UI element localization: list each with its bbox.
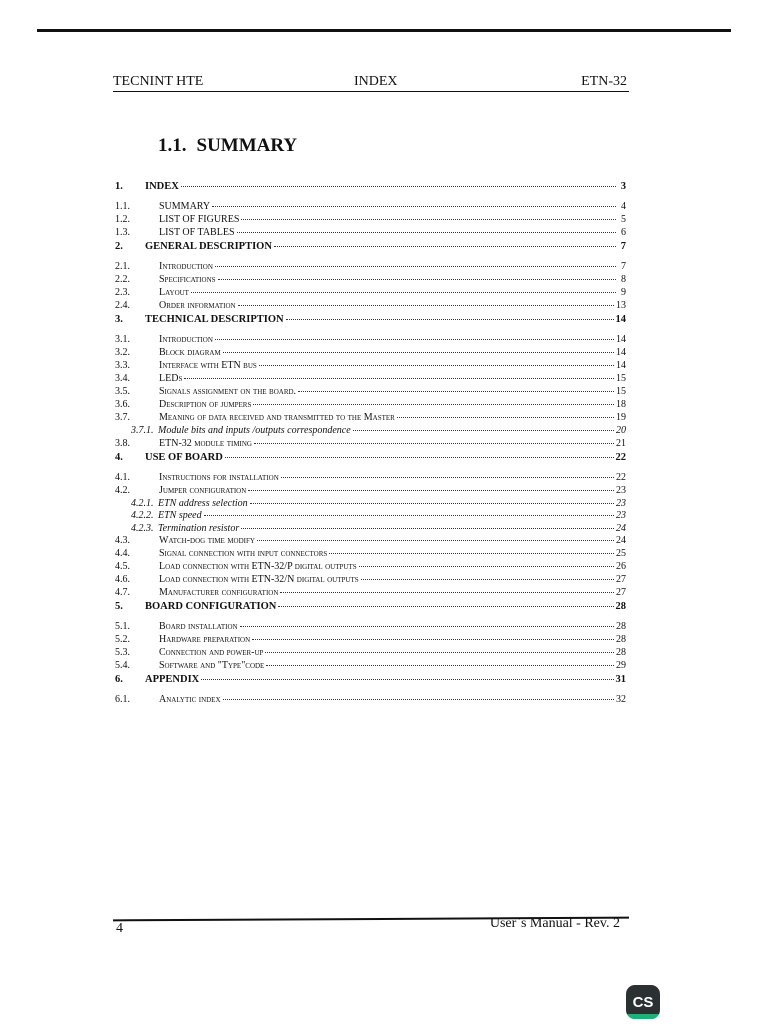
top-rule	[37, 29, 731, 32]
title-number: 1.1.	[158, 135, 187, 156]
toc-entry[interactable]	[115, 485, 626, 498]
toc-entry-title: BOARD CONFIGURATION	[145, 601, 277, 612]
toc-entry-title: Termination resistor	[158, 522, 240, 534]
toc-entry-number: 4.4.	[115, 548, 130, 559]
toc-entry[interactable]	[115, 314, 626, 334]
toc-entry-page: 7	[621, 261, 626, 272]
toc-leader-dots	[223, 352, 614, 353]
toc-entry-number: 3.8.	[115, 437, 130, 449]
toc-leader-dots	[286, 319, 614, 320]
toc-entry-page: 27	[616, 574, 626, 585]
toc-leader-dots	[278, 606, 613, 607]
toc-leader-dots	[253, 404, 614, 405]
page-title	[158, 135, 297, 157]
toc-entry-title: LIST OF FIGURES	[159, 214, 240, 225]
toc-leader-dots	[212, 206, 616, 207]
toc-entry-page: 24	[616, 535, 626, 546]
toc-leader-dots	[241, 219, 616, 220]
toc-entry-number: 2.2.	[115, 274, 130, 285]
toc-entry-title: Manufacturer configuration	[159, 587, 279, 598]
toc-leader-dots	[215, 339, 614, 340]
toc-entry-number: 4.2.3.	[131, 522, 154, 534]
toc-entry[interactable]	[115, 452, 626, 472]
toc-entry-number: 5.2.	[115, 634, 130, 645]
toc-entry-page: 21	[616, 437, 626, 449]
toc-entry-title: Watch-dog time modify	[159, 535, 255, 546]
toc-entry-number: 6.	[115, 674, 123, 685]
toc-entry-page: 23	[616, 497, 626, 509]
toc-entry-number: 1.2.	[115, 214, 130, 225]
page-header	[113, 74, 629, 92]
toc-entry-page: 7	[620, 241, 626, 252]
toc-leader-dots	[241, 528, 614, 529]
toc-entry[interactable]	[115, 548, 626, 561]
toc-entry-page: 13	[616, 300, 626, 311]
toc-leader-dots	[280, 592, 614, 593]
toc-leader-dots	[237, 232, 616, 233]
toc-entry-number: 3.6.	[115, 399, 130, 410]
toc-entry-number: 3.5.	[115, 386, 130, 397]
footer-page-number: 4	[116, 921, 123, 936]
toc-entry-page: 28	[615, 601, 626, 612]
toc-entry[interactable]	[115, 647, 626, 660]
toc-entry-number: 3.4.	[115, 373, 130, 384]
toc-leader-dots	[250, 503, 614, 504]
toc-entry[interactable]	[115, 227, 626, 240]
toc-entry-page: 20	[616, 425, 626, 436]
toc-entry[interactable]	[115, 510, 626, 523]
toc-entry[interactable]	[115, 472, 626, 485]
toc-leader-dots	[353, 430, 614, 431]
table-of-contents	[115, 180, 626, 707]
toc-entry[interactable]	[115, 498, 626, 511]
toc-entry-page: 15	[616, 373, 626, 384]
toc-entry-page: 18	[616, 399, 626, 410]
toc-entry-page: 26	[616, 561, 626, 572]
toc-leader-dots	[218, 279, 616, 280]
toc-entry-number: 4.2.1.	[131, 497, 154, 509]
toc-entry-page: 28	[616, 634, 626, 645]
toc-entry-title: LIST OF TABLES	[159, 227, 235, 238]
toc-entry-page: 25	[616, 548, 626, 559]
toc-entry[interactable]	[115, 360, 626, 373]
toc-entry[interactable]	[115, 621, 626, 634]
toc-entry[interactable]	[115, 334, 626, 347]
toc-entry-number: 4.6.	[115, 574, 130, 585]
toc-leader-dots	[240, 626, 614, 627]
toc-leader-dots	[181, 186, 616, 187]
toc-entry-title: Load connection with ETN-32/N digital outputs	[159, 574, 359, 585]
toc-entry[interactable]	[115, 261, 626, 274]
toc-entry-page: 23	[616, 510, 626, 521]
toc-entry[interactable]	[115, 274, 626, 287]
toc-entry[interactable]	[115, 425, 626, 438]
toc-entry[interactable]	[115, 438, 626, 451]
toc-entry[interactable]	[115, 300, 626, 313]
toc-leader-dots	[204, 515, 614, 516]
toc-entry-page: 31	[615, 674, 626, 685]
toc-entry-title: Board installation	[159, 621, 238, 632]
toc-entry-title: ETN address selection	[158, 497, 248, 509]
toc-entry-title: Analytic index	[159, 694, 221, 705]
toc-entry-title: ETN-32 module timing	[159, 437, 252, 449]
toc-entry-page: 32	[616, 694, 626, 705]
toc-entry-title: Module bits and inputs /outputs correspondence	[158, 425, 351, 436]
toc-entry[interactable]	[115, 214, 626, 227]
toc-leader-dots	[265, 652, 614, 653]
header-company: TECNINT HTE	[113, 74, 204, 89]
toc-leader-dots	[274, 246, 616, 247]
toc-entry-title: Specifications	[159, 274, 216, 285]
toc-entry-title: Block diagram	[159, 347, 221, 358]
toc-entry-page: 22	[616, 471, 626, 483]
toc-entry[interactable]	[115, 287, 626, 300]
camscanner-logo-icon: CS	[626, 985, 660, 1019]
toc-leader-dots	[225, 457, 614, 458]
toc-entry[interactable]	[115, 634, 626, 647]
toc-entry-number: 3.	[115, 314, 123, 325]
toc-entry-title: TECHNICAL DESCRIPTION	[145, 314, 284, 325]
header-section: INDEX	[354, 74, 398, 89]
toc-entry-number: 2.1.	[115, 261, 130, 272]
toc-entry-number: 4.5.	[115, 561, 130, 572]
toc-leader-dots	[266, 665, 614, 666]
title-text: SUMMARY	[196, 135, 298, 156]
toc-entry-title: GENERAL DESCRIPTION	[145, 241, 272, 252]
toc-entry-title: Load connection with ETN-32/P digital outputs	[159, 561, 357, 572]
toc-entry-number: 5.1.	[115, 621, 130, 632]
toc-entry-title: Jumper configuration	[159, 484, 247, 496]
toc-entry-page: 28	[616, 621, 626, 632]
toc-entry[interactable]	[115, 373, 626, 386]
toc-entry-page: 8	[621, 274, 626, 285]
toc-entry-page: 27	[616, 587, 626, 598]
toc-entry-number: 5.	[115, 601, 123, 612]
toc-entry-title: Hardware preparation	[159, 634, 251, 645]
toc-entry[interactable]	[115, 561, 626, 574]
toc-entry-page: 14	[616, 347, 626, 358]
toc-entry-title: Signal connection with input connectors	[159, 548, 328, 559]
toc-entry-title: Layout	[159, 287, 189, 298]
toc-entry-number: 2.4.	[115, 300, 130, 311]
toc-leader-dots	[191, 292, 616, 293]
toc-entry-number: 4.1.	[115, 471, 130, 483]
toc-leader-dots	[254, 443, 614, 444]
toc-entry-title: Introduction	[159, 334, 213, 345]
toc-entry-number: 3.7.	[115, 412, 130, 423]
toc-entry-number: 6.1.	[115, 694, 130, 705]
toc-entry-page: 14	[616, 334, 626, 345]
toc-entry-page: 19	[616, 412, 626, 423]
toc-entry-title: SUMMARY	[159, 201, 211, 212]
toc-entry-title: INDEX	[145, 181, 179, 192]
footer-manual-revision: User`s Manual - Rev. 2	[489, 916, 620, 931]
toc-entry-number: 3.7.1.	[131, 425, 154, 436]
toc-entry-number: 4.7.	[115, 587, 130, 598]
toc-entry-number: 1.1.	[115, 201, 130, 212]
toc-entry[interactable]	[115, 523, 626, 536]
header-rule	[113, 91, 629, 92]
toc-entry[interactable]	[115, 347, 626, 360]
toc-entry-title: Signals assignment on the board.	[159, 386, 297, 397]
toc-entry-number: 4.	[115, 451, 123, 463]
toc-entry-title: Software and "Type"code	[159, 660, 265, 671]
toc-entry-title: Instructions for installation	[159, 471, 279, 483]
toc-leader-dots	[215, 266, 616, 267]
header-product: ETN-32	[581, 74, 627, 89]
toc-entry-title: USE OF BOARD	[145, 451, 223, 463]
toc-entry[interactable]	[115, 241, 626, 261]
toc-entry-number: 3.1.	[115, 334, 130, 345]
toc-entry-page: 3	[620, 181, 626, 192]
toc-entry-page: 23	[616, 484, 626, 496]
toc-entry-number: 2.3.	[115, 287, 130, 298]
toc-entry[interactable]	[115, 386, 626, 399]
toc-entry-number: 4.2.	[115, 484, 130, 496]
toc-entry-page: 5	[621, 214, 626, 225]
toc-leader-dots	[248, 490, 614, 491]
toc-entry-number: 5.4.	[115, 660, 130, 671]
toc-entry-page: 24	[616, 522, 626, 534]
toc-entry[interactable]	[115, 535, 626, 548]
toc-entry-page: 4	[621, 201, 626, 212]
toc-entry-title: Order information	[159, 300, 236, 311]
toc-entry-page: 6	[621, 227, 626, 238]
toc-entry-page: 9	[621, 287, 626, 298]
toc-leader-dots	[359, 566, 614, 567]
toc-entry-page: 15	[616, 386, 626, 397]
toc-entry-title: Interface with ETN bus	[159, 360, 257, 371]
toc-leader-dots	[201, 679, 613, 680]
toc-leader-dots	[281, 477, 614, 478]
toc-entry[interactable]	[115, 574, 626, 587]
toc-entry[interactable]	[115, 399, 626, 412]
toc-entry-title: ETN speed	[158, 510, 202, 521]
toc-entry-title: Description of jumpers	[159, 399, 252, 410]
toc-entry-title: Connection and power-up	[159, 647, 264, 658]
toc-entry[interactable]	[115, 181, 626, 201]
toc-entry[interactable]	[115, 201, 626, 214]
toc-leader-dots	[223, 699, 614, 700]
toc-entry-page: 29	[616, 660, 626, 671]
toc-entry-number: 3.2.	[115, 347, 130, 358]
toc-leader-dots	[238, 305, 614, 306]
toc-entry-title: APPENDIX	[145, 674, 200, 685]
toc-leader-dots	[184, 378, 614, 379]
toc-entry-number: 1.3.	[115, 227, 130, 238]
toc-entry-number: 4.2.2.	[131, 510, 154, 521]
toc-leader-dots	[329, 553, 614, 554]
toc-entry-number: 2.	[115, 241, 123, 252]
toc-entry-page: 22	[615, 451, 626, 463]
toc-entry[interactable]	[115, 601, 626, 621]
toc-entry-number: 4.3.	[115, 535, 130, 546]
toc-entry-page: 14	[616, 360, 626, 371]
toc-leader-dots	[259, 365, 614, 366]
toc-leader-dots	[257, 540, 614, 541]
toc-entry[interactable]	[115, 587, 626, 600]
toc-entry-title: LEDs	[159, 373, 183, 384]
toc-entry-title: Meaning of data received and transmitted to the Master	[159, 412, 395, 423]
toc-entry-page: 28	[616, 647, 626, 658]
toc-entry[interactable]	[115, 694, 626, 707]
toc-entry[interactable]	[115, 412, 626, 425]
toc-entry-number: 5.3.	[115, 647, 130, 658]
toc-entry-number: 3.3.	[115, 360, 130, 371]
toc-leader-dots	[397, 417, 614, 418]
toc-entry[interactable]	[115, 660, 626, 673]
toc-leader-dots	[361, 579, 614, 580]
toc-entry-page: 14	[615, 314, 626, 325]
toc-leader-dots	[252, 639, 614, 640]
toc-entry-number: 1.	[115, 181, 123, 192]
toc-entry[interactable]	[115, 674, 626, 694]
toc-entry-title: Introduction	[159, 261, 213, 272]
toc-leader-dots	[298, 391, 614, 392]
